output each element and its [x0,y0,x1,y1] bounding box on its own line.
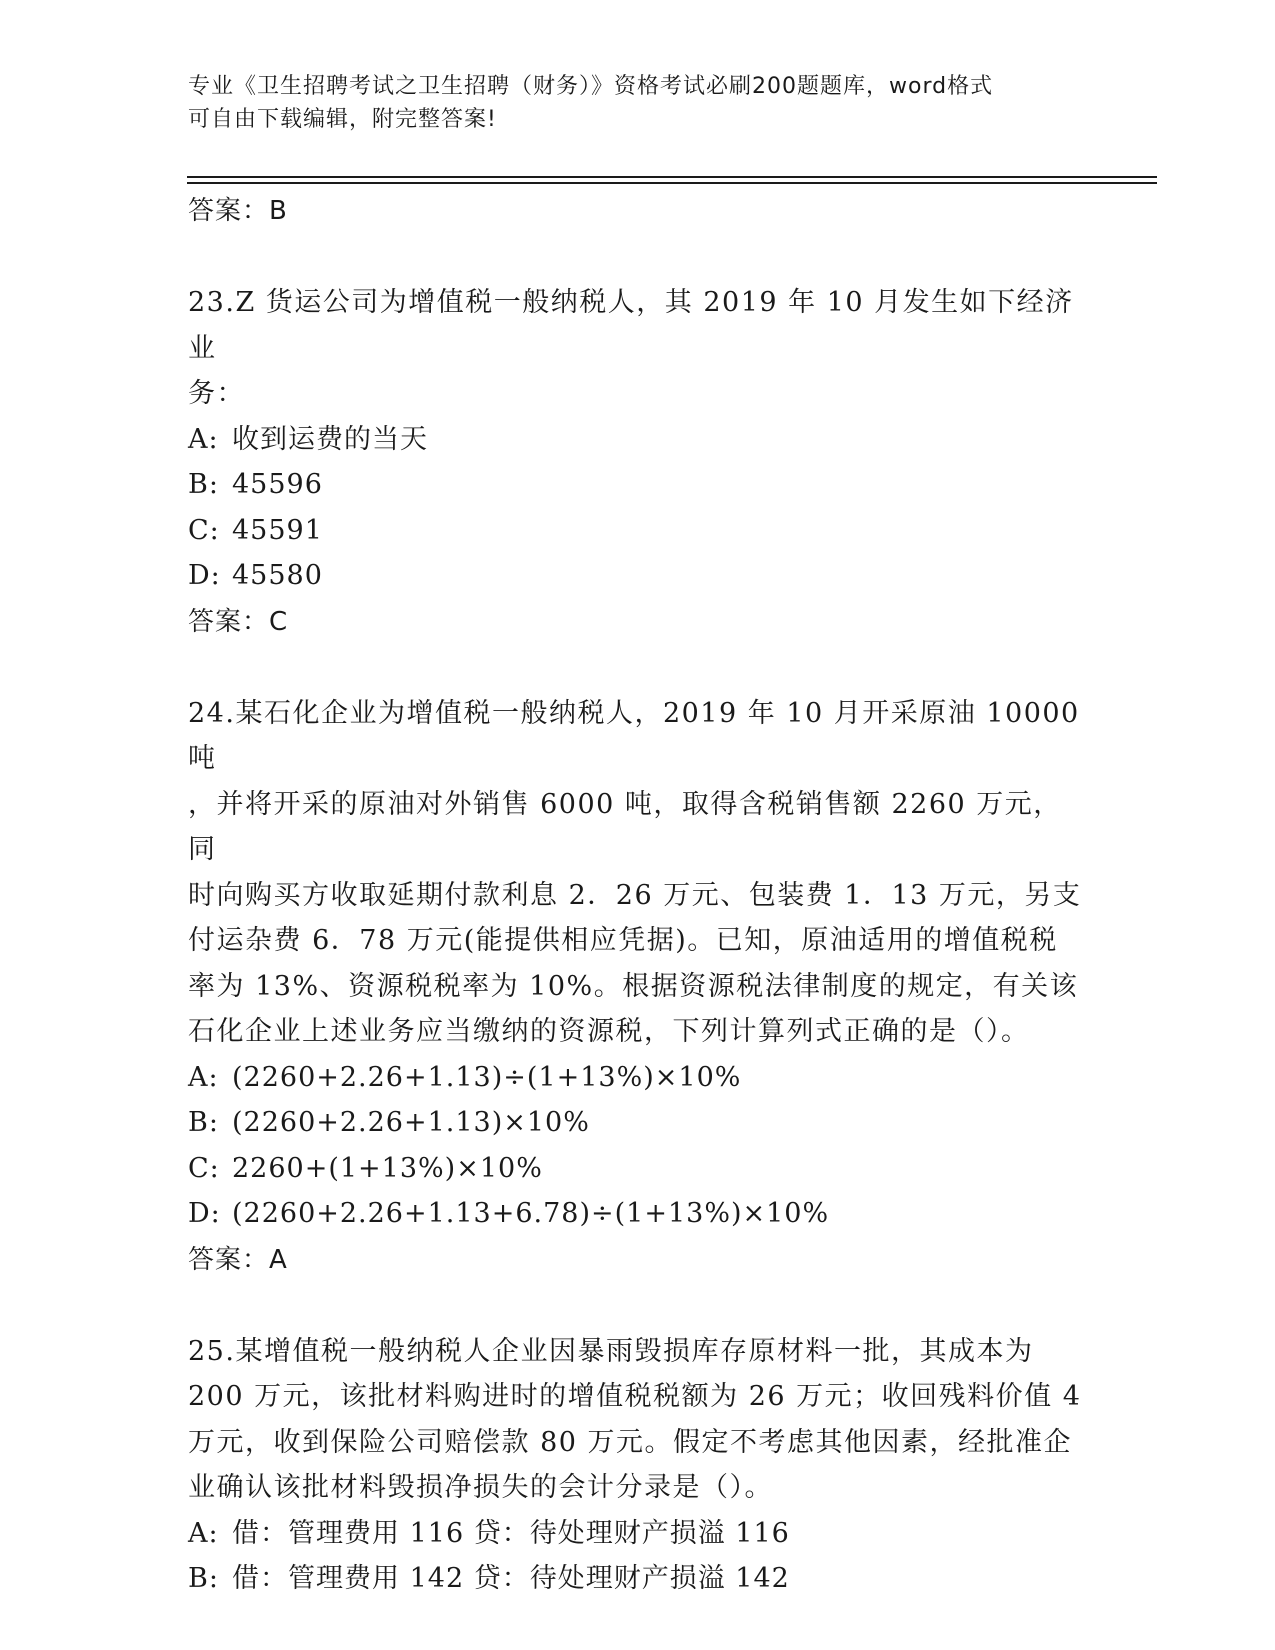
question-text-line: 务： [188,378,245,409]
header-line-1: 专业《卫生招聘考试之卫生招聘（财务）》资格考试必刷200题题库，word格式 [188,74,994,99]
option-label: A: [188,1517,219,1549]
option-text: (2260+2.26+1.13)÷(1+13%)×10% [232,1061,742,1093]
option-text: 借：管理费用 142 贷：待处理财产损溢 142 [232,1563,790,1594]
option-label: A: [188,1061,219,1093]
option-label: C: [188,1152,220,1184]
option-b [188,1556,1088,1602]
question-text-line: 24.某石化企业为增值税一般纳税人，2019 年 10 月开采原油 10000 吨 [188,697,1080,774]
option-label: B: [188,1107,219,1138]
question-text-line: 业确认该批材料毁损净损失的会计分录是（）。 [188,1472,773,1503]
answer: 答案：A [188,1244,288,1275]
question-23 [188,280,1088,645]
option-text: 2260+(1+13%)×10% [232,1152,543,1184]
header-rule-thin [187,176,1157,178]
question-text-line: 石化企业上述业务应当缴纳的资源税，下列计算列式正确的是（）。 [188,1016,1030,1047]
question-text-line: 25.某增值税一般纳税人企业因暴雨毁损库存原材料一批，其成本为 [188,1335,1034,1367]
option-text: 借：管理费用 116 贷：待处理财产损溢 116 [232,1517,790,1549]
option-text: 45596 [232,469,323,500]
question-text-line: 付运杂费 6．78 万元(能提供相应凭据)。已知，原油适用的增值税税 [188,925,1058,956]
option-text: (2260+2.26+1.13)×10% [232,1107,590,1138]
option-text: 45591 [232,514,323,546]
option-d [188,1191,1088,1237]
option-b [188,462,1088,508]
question-text-line: 时向购买方收取延期付款利息 2．26 万元、包装费 1．13 万元，另支 [188,879,1082,911]
option-a [188,1511,1088,1557]
option-label: C: [188,514,220,546]
option-text: (2260+2.26+1.13+6.78)÷(1+13%)×10% [232,1198,830,1229]
option-label: B: [188,1563,219,1594]
question-text-line: 率为 13%、资源税税率为 10%。根据资源税法律制度的规定，有关该 [188,970,1079,1002]
option-a [188,1055,1088,1101]
option-label: D: [188,560,221,591]
question-text-line: 200 万元，该批材料购进时的增值税税额为 26 万元；收回残料价值 4 [188,1381,1082,1412]
question-text-line: 万元，收到保险公司赔偿款 80 万元。假定不考虑其他因素，经批准企 [188,1426,1073,1458]
header-rule-thick [187,182,1157,184]
spacer [188,1283,1088,1329]
header-line-2: 可自由下载编辑，附完整答案! [188,107,497,132]
question-text-line: ，并将开采的原油对外销售 6000 吨，取得含税销售额 2260 万元，同 [188,788,1062,865]
question-text-line: 23.Z 货运公司为增值税一般纳税人，其 2019 年 10 月发生如下经济业 [188,287,1074,364]
option-c [188,1146,1088,1192]
option-a [188,417,1088,463]
option-label: A: [188,423,219,455]
document-body [188,188,1088,1602]
option-label: B: [188,469,219,500]
spacer [188,645,1088,691]
answer: 答案：C [188,606,289,637]
option-text: 45580 [232,560,323,591]
option-b [188,1100,1088,1146]
option-text: 收到运费的当天 [232,423,428,455]
question-25 [188,1329,1088,1602]
page-header [188,70,1068,136]
previous-answer: 答案：B [188,196,288,226]
option-c [188,508,1088,554]
option-d [188,553,1088,599]
question-24 [188,691,1088,1283]
option-label: D: [188,1198,221,1229]
